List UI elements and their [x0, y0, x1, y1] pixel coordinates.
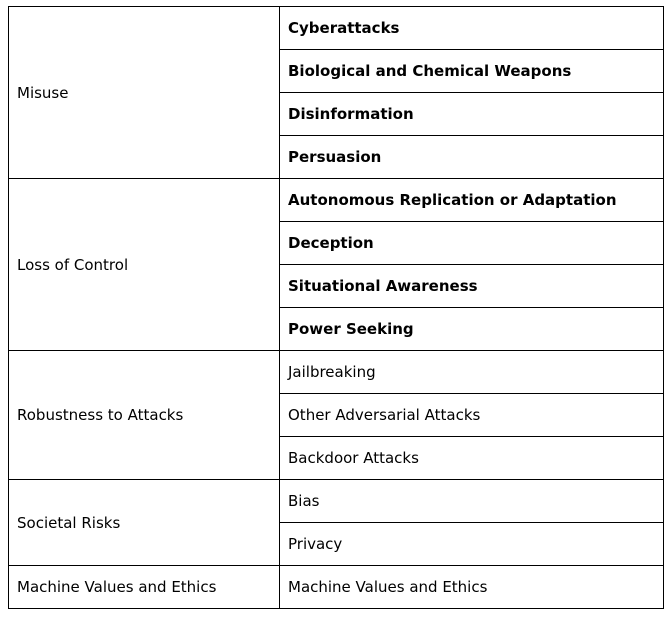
table-row [9, 351, 664, 394]
subcategory-cell: Deception [280, 222, 664, 265]
category-cell-loss-of-control: Loss of Control [9, 179, 280, 351]
table-row [9, 566, 664, 609]
subcategory-cell: Backdoor Attacks [280, 437, 664, 480]
category-cell-machine-values-and-ethics: Machine Values and Ethics [9, 566, 280, 609]
table-row [9, 7, 664, 50]
category-cell-misuse: Misuse [9, 7, 280, 179]
subcategory-cell: Bias [280, 480, 664, 523]
subcategory-cell: Power Seeking [280, 308, 664, 351]
subcategory-cell: Persuasion [280, 136, 664, 179]
table-row [9, 480, 664, 523]
subcategory-cell: Machine Values and Ethics [280, 566, 664, 609]
subcategory-cell: Situational Awareness [280, 265, 664, 308]
category-cell-societal-risks: Societal Risks [9, 480, 280, 566]
risk-taxonomy-table [8, 6, 664, 609]
category-cell-robustness-to-attacks: Robustness to Attacks [9, 351, 280, 480]
subcategory-cell: Privacy [280, 523, 664, 566]
subcategory-cell: Biological and Chemical Weapons [280, 50, 664, 93]
subcategory-cell: Jailbreaking [280, 351, 664, 394]
subcategory-cell: Other Adversarial Attacks [280, 394, 664, 437]
table-row [9, 179, 664, 222]
subcategory-cell: Disinformation [280, 93, 664, 136]
subcategory-cell: Autonomous Replication or Adaptation [280, 179, 664, 222]
subcategory-cell: Cyberattacks [280, 7, 664, 50]
